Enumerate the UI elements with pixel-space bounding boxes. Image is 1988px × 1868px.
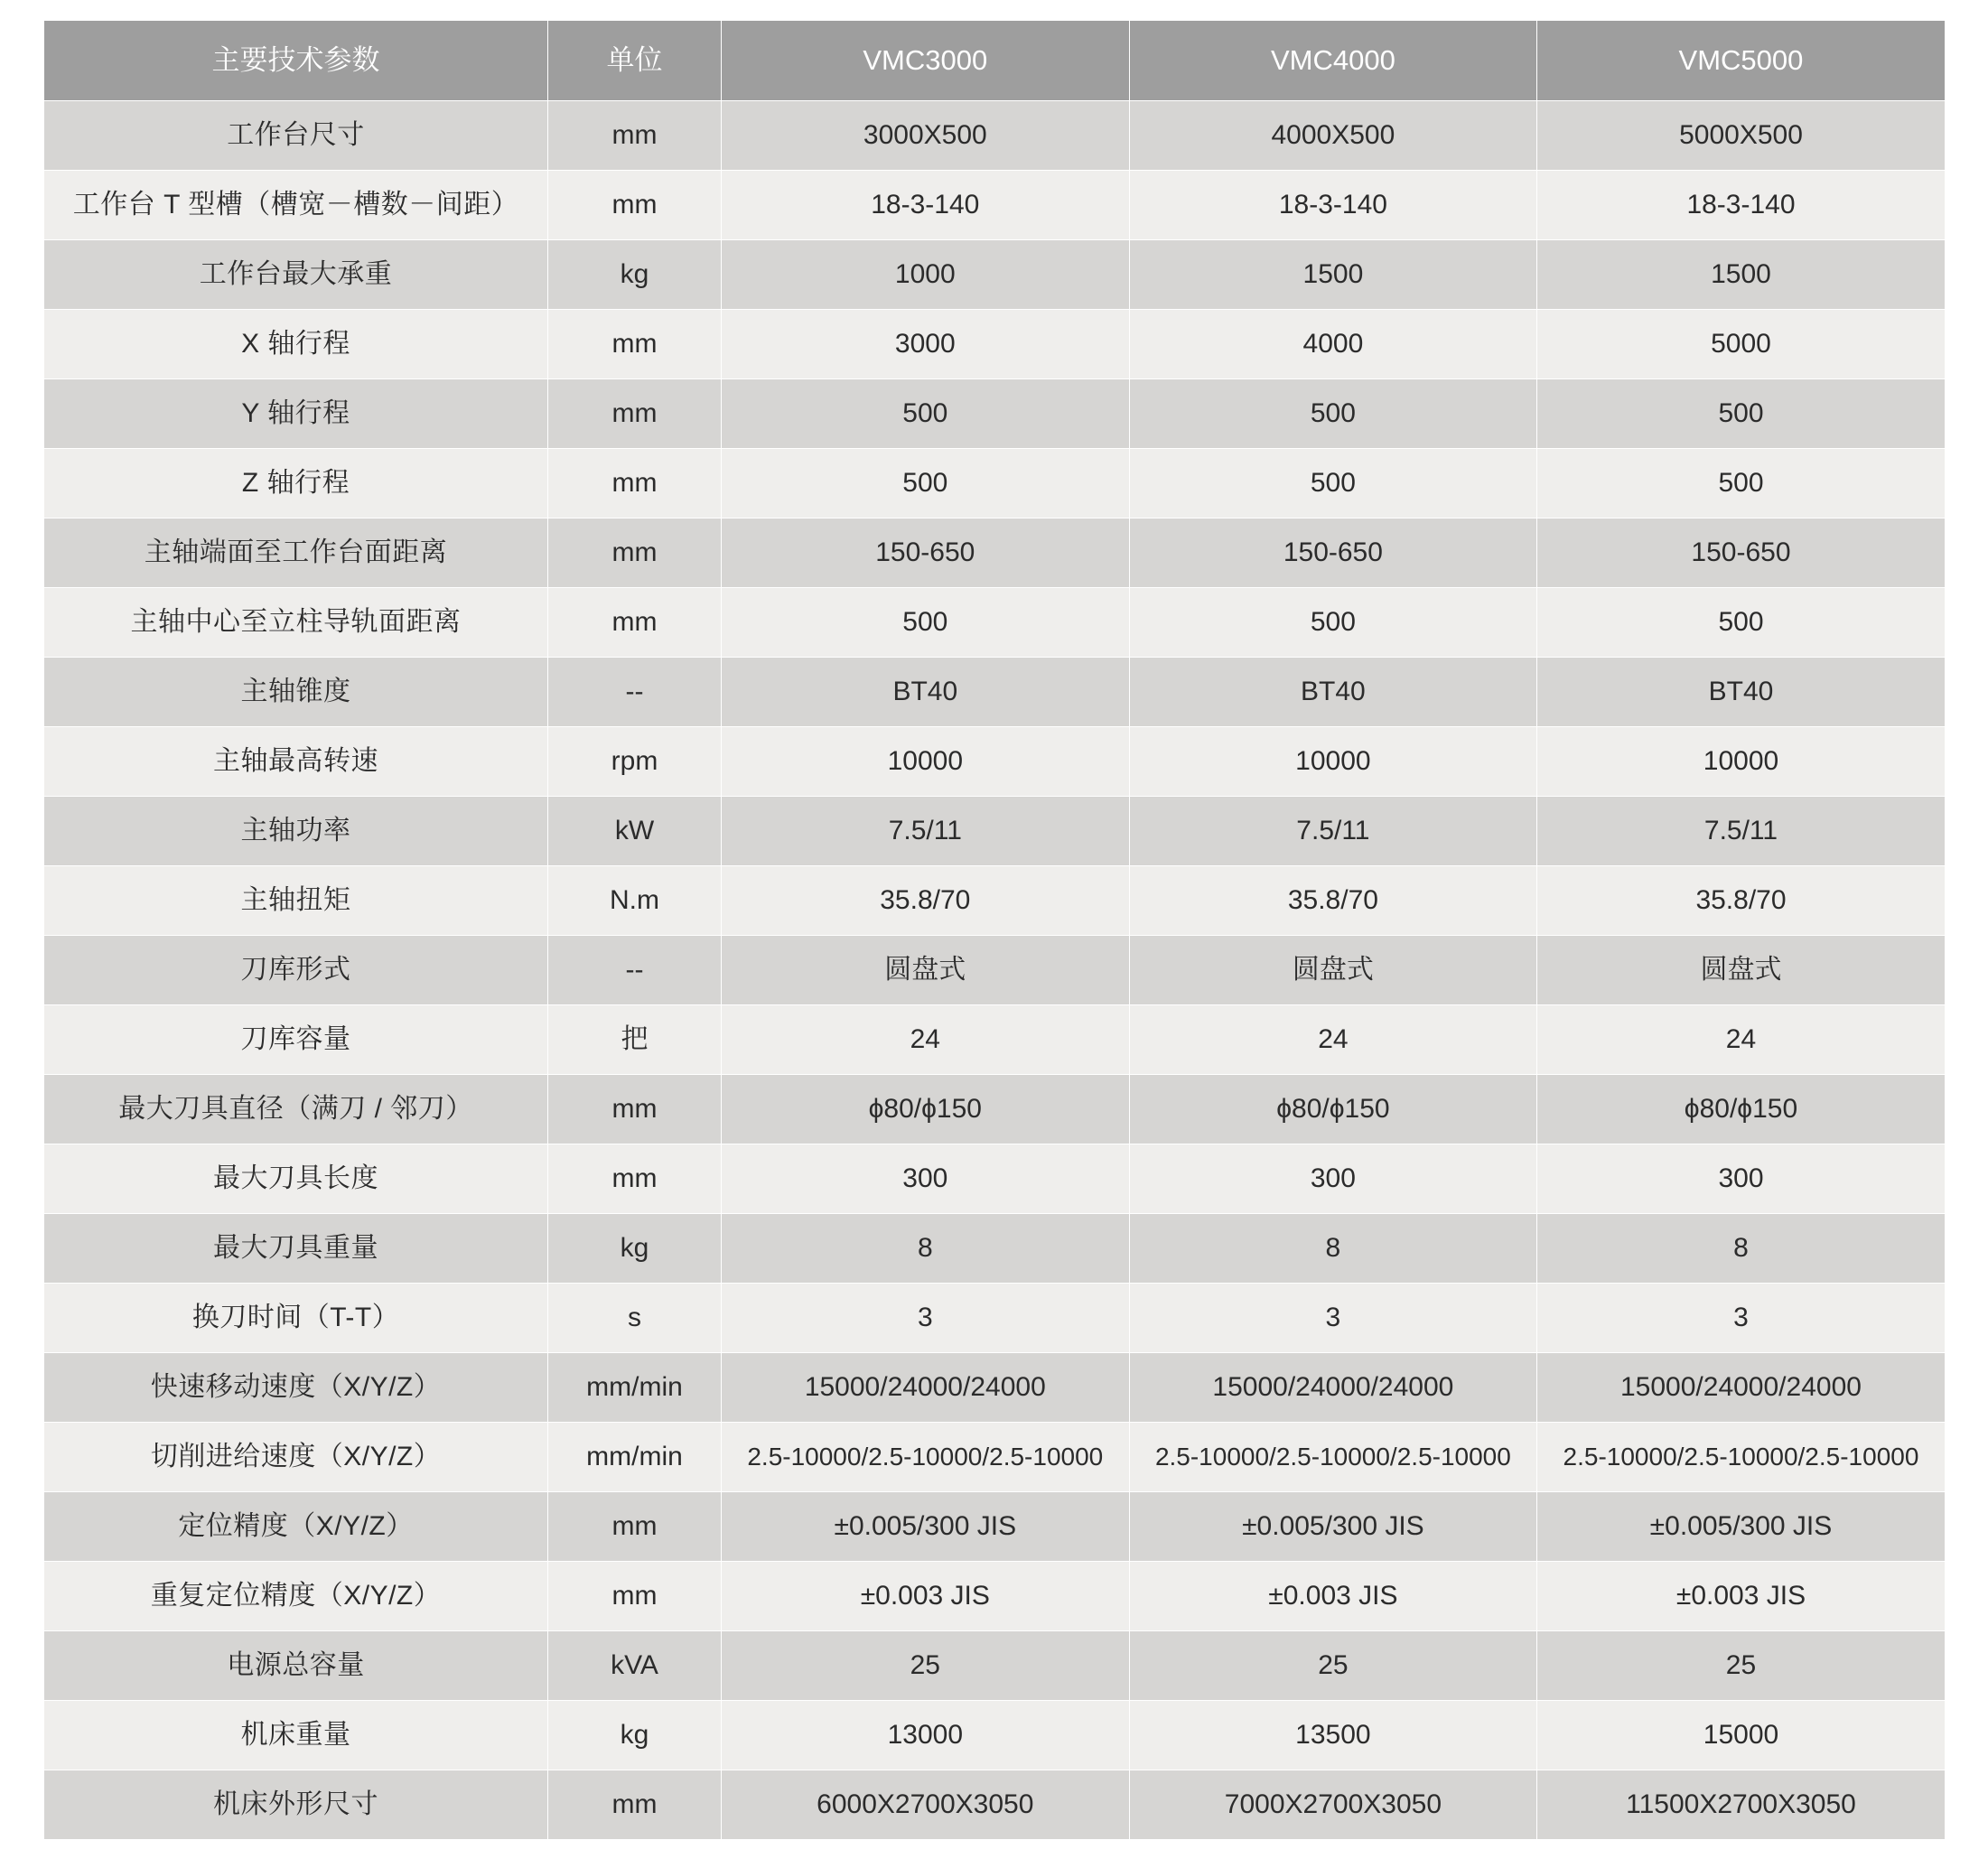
cell-vmc3000: 3000X500 — [722, 101, 1130, 171]
cell-vmc5000: 300 — [1537, 1144, 1946, 1214]
cell-vmc3000: 500 — [722, 379, 1130, 449]
cell-parameter: 工作台最大承重 — [44, 240, 548, 310]
cell-vmc4000: 10000 — [1129, 727, 1537, 797]
table-body — [44, 101, 1946, 1840]
cell-unit: mm — [548, 588, 722, 658]
cell-vmc5000: 5000 — [1537, 310, 1946, 379]
cell-vmc5000: 35.8/70 — [1537, 866, 1946, 936]
cell-vmc3000: 15000/24000/24000 — [722, 1353, 1130, 1423]
cell-parameter: 主轴端面至工作台面距离 — [44, 518, 548, 588]
cell-parameter: 最大刀具长度 — [44, 1144, 548, 1214]
cell-vmc3000: 1000 — [722, 240, 1130, 310]
cell-vmc3000: 2.5-10000/2.5-10000/2.5-10000 — [722, 1423, 1130, 1492]
cell-parameter: 主轴锥度 — [44, 658, 548, 727]
cell-parameter: 工作台 T 型槽（槽宽－槽数－间距） — [44, 171, 548, 240]
table-row — [44, 936, 1946, 1005]
cell-vmc5000: 1500 — [1537, 240, 1946, 310]
cell-vmc3000: 18-3-140 — [722, 171, 1130, 240]
cell-vmc4000: 4000 — [1129, 310, 1537, 379]
cell-unit: mm — [548, 171, 722, 240]
cell-vmc4000: 500 — [1129, 379, 1537, 449]
cell-vmc4000: 2.5-10000/2.5-10000/2.5-10000 — [1129, 1423, 1537, 1492]
cell-vmc5000: 500 — [1537, 379, 1946, 449]
cell-vmc4000: 13500 — [1129, 1701, 1537, 1770]
table-row — [44, 379, 1946, 449]
cell-vmc5000: 500 — [1537, 449, 1946, 518]
cell-parameter: 最大刀具直径（满刀 / 邻刀） — [44, 1075, 548, 1144]
cell-vmc5000: 15000 — [1537, 1701, 1946, 1770]
cell-unit: kg — [548, 1701, 722, 1770]
table-row — [44, 1144, 1946, 1214]
cell-unit: mm/min — [548, 1423, 722, 1492]
cell-unit: mm — [548, 1075, 722, 1144]
cell-vmc4000: 500 — [1129, 588, 1537, 658]
cell-vmc5000: 24 — [1537, 1005, 1946, 1075]
cell-vmc5000: 5000X500 — [1537, 101, 1946, 171]
specification-table — [43, 20, 1946, 1840]
cell-parameter: 快速移动速度（X/Y/Z） — [44, 1353, 548, 1423]
cell-parameter: 主轴中心至立柱导轨面距离 — [44, 588, 548, 658]
table-row — [44, 588, 1946, 658]
cell-vmc3000: 150-650 — [722, 518, 1130, 588]
table-row — [44, 240, 1946, 310]
cell-parameter: 刀库容量 — [44, 1005, 548, 1075]
cell-unit: kg — [548, 240, 722, 310]
cell-vmc4000: 35.8/70 — [1129, 866, 1537, 936]
cell-vmc3000: 500 — [722, 588, 1130, 658]
cell-unit: rpm — [548, 727, 722, 797]
cell-vmc3000: 24 — [722, 1005, 1130, 1075]
cell-parameter: 重复定位精度（X/Y/Z） — [44, 1562, 548, 1631]
cell-unit: kW — [548, 797, 722, 866]
cell-vmc5000: BT40 — [1537, 658, 1946, 727]
cell-vmc4000: 150-650 — [1129, 518, 1537, 588]
column-header-vmc3000: VMC3000 — [722, 21, 1130, 101]
cell-vmc4000: 1500 — [1129, 240, 1537, 310]
cell-parameter: 机床外形尺寸 — [44, 1770, 548, 1840]
header-row — [44, 21, 1946, 101]
cell-vmc5000: 2.5-10000/2.5-10000/2.5-10000 — [1537, 1423, 1946, 1492]
cell-vmc4000: ϕ80/ϕ150 — [1129, 1075, 1537, 1144]
cell-vmc3000: ϕ80/ϕ150 — [722, 1075, 1130, 1144]
cell-parameter: Y 轴行程 — [44, 379, 548, 449]
cell-vmc3000: ±0.003 JIS — [722, 1562, 1130, 1631]
cell-vmc4000: 15000/24000/24000 — [1129, 1353, 1537, 1423]
cell-vmc5000: 7.5/11 — [1537, 797, 1946, 866]
table-row — [44, 1423, 1946, 1492]
table-row — [44, 1562, 1946, 1631]
cell-vmc5000: 圆盘式 — [1537, 936, 1946, 1005]
cell-vmc5000: 15000/24000/24000 — [1537, 1353, 1946, 1423]
cell-vmc3000: 500 — [722, 449, 1130, 518]
cell-vmc5000: 8 — [1537, 1214, 1946, 1284]
cell-vmc3000: 3 — [722, 1284, 1130, 1353]
table-row — [44, 1701, 1946, 1770]
cell-vmc3000: 35.8/70 — [722, 866, 1130, 936]
cell-unit: 把 — [548, 1005, 722, 1075]
cell-parameter: 主轴功率 — [44, 797, 548, 866]
cell-vmc4000: 3 — [1129, 1284, 1537, 1353]
cell-vmc5000: ±0.005/300 JIS — [1537, 1492, 1946, 1562]
cell-unit: kg — [548, 1214, 722, 1284]
cell-vmc3000: 25 — [722, 1631, 1130, 1701]
cell-unit: N.m — [548, 866, 722, 936]
cell-parameter: 最大刀具重量 — [44, 1214, 548, 1284]
cell-parameter: X 轴行程 — [44, 310, 548, 379]
cell-vmc4000: 8 — [1129, 1214, 1537, 1284]
column-header-vmc4000: VMC4000 — [1129, 21, 1537, 101]
cell-vmc5000: 25 — [1537, 1631, 1946, 1701]
table-row — [44, 1005, 1946, 1075]
cell-unit: mm — [548, 101, 722, 171]
cell-unit: mm — [548, 449, 722, 518]
table-header — [44, 21, 1946, 101]
table-row — [44, 101, 1946, 171]
cell-vmc4000: 24 — [1129, 1005, 1537, 1075]
cell-vmc4000: 18-3-140 — [1129, 171, 1537, 240]
cell-parameter: 换刀时间（T-T） — [44, 1284, 548, 1353]
column-header-vmc5000: VMC5000 — [1537, 21, 1946, 101]
cell-unit: mm — [548, 518, 722, 588]
cell-unit: -- — [548, 658, 722, 727]
cell-parameter: 切削进给速度（X/Y/Z） — [44, 1423, 548, 1492]
cell-vmc3000: 6000X2700X3050 — [722, 1770, 1130, 1840]
table-row — [44, 1284, 1946, 1353]
cell-vmc5000: 3 — [1537, 1284, 1946, 1353]
cell-vmc5000: ±0.003 JIS — [1537, 1562, 1946, 1631]
table-row — [44, 797, 1946, 866]
cell-vmc3000: 13000 — [722, 1701, 1130, 1770]
cell-vmc3000: ±0.005/300 JIS — [722, 1492, 1130, 1562]
table-row — [44, 658, 1946, 727]
cell-unit: mm — [548, 1562, 722, 1631]
table-row — [44, 171, 1946, 240]
cell-parameter: 电源总容量 — [44, 1631, 548, 1701]
cell-parameter: 工作台尺寸 — [44, 101, 548, 171]
cell-vmc5000: 150-650 — [1537, 518, 1946, 588]
cell-parameter: 定位精度（X/Y/Z） — [44, 1492, 548, 1562]
cell-vmc4000: 7000X2700X3050 — [1129, 1770, 1537, 1840]
cell-parameter: 主轴扭矩 — [44, 866, 548, 936]
cell-vmc3000: 300 — [722, 1144, 1130, 1214]
table-row — [44, 310, 1946, 379]
cell-vmc5000: 10000 — [1537, 727, 1946, 797]
cell-unit: mm — [548, 310, 722, 379]
cell-vmc4000: 7.5/11 — [1129, 797, 1537, 866]
cell-vmc4000: ±0.005/300 JIS — [1129, 1492, 1537, 1562]
cell-vmc5000: ϕ80/ϕ150 — [1537, 1075, 1946, 1144]
cell-vmc4000: BT40 — [1129, 658, 1537, 727]
cell-unit: mm — [548, 1770, 722, 1840]
column-header-parameter: 主要技术参数 — [44, 21, 548, 101]
cell-vmc4000: 4000X500 — [1129, 101, 1537, 171]
cell-vmc3000: 3000 — [722, 310, 1130, 379]
table-row — [44, 1075, 1946, 1144]
cell-parameter: Z 轴行程 — [44, 449, 548, 518]
table-row — [44, 1353, 1946, 1423]
table-row — [44, 449, 1946, 518]
cell-vmc3000: 7.5/11 — [722, 797, 1130, 866]
cell-unit: mm — [548, 379, 722, 449]
cell-parameter: 机床重量 — [44, 1701, 548, 1770]
column-header-unit: 单位 — [548, 21, 722, 101]
cell-vmc5000: 18-3-140 — [1537, 171, 1946, 240]
cell-unit: -- — [548, 936, 722, 1005]
cell-vmc3000: 8 — [722, 1214, 1130, 1284]
table-row — [44, 1770, 1946, 1840]
cell-vmc3000: 10000 — [722, 727, 1130, 797]
table-row — [44, 1214, 1946, 1284]
cell-vmc5000: 11500X2700X3050 — [1537, 1770, 1946, 1840]
cell-vmc4000: 500 — [1129, 449, 1537, 518]
cell-vmc4000: 圆盘式 — [1129, 936, 1537, 1005]
cell-vmc3000: 圆盘式 — [722, 936, 1130, 1005]
cell-parameter: 主轴最高转速 — [44, 727, 548, 797]
cell-unit: mm/min — [548, 1353, 722, 1423]
table-row — [44, 1492, 1946, 1562]
table-row — [44, 518, 1946, 588]
cell-vmc5000: 500 — [1537, 588, 1946, 658]
cell-vmc3000: BT40 — [722, 658, 1130, 727]
cell-parameter: 刀库形式 — [44, 936, 548, 1005]
table-row — [44, 866, 1946, 936]
cell-unit: s — [548, 1284, 722, 1353]
cell-vmc4000: ±0.003 JIS — [1129, 1562, 1537, 1631]
table-row — [44, 1631, 1946, 1701]
cell-unit: mm — [548, 1492, 722, 1562]
cell-unit: mm — [548, 1144, 722, 1214]
cell-vmc4000: 25 — [1129, 1631, 1537, 1701]
table-row — [44, 727, 1946, 797]
cell-vmc4000: 300 — [1129, 1144, 1537, 1214]
cell-unit: kVA — [548, 1631, 722, 1701]
